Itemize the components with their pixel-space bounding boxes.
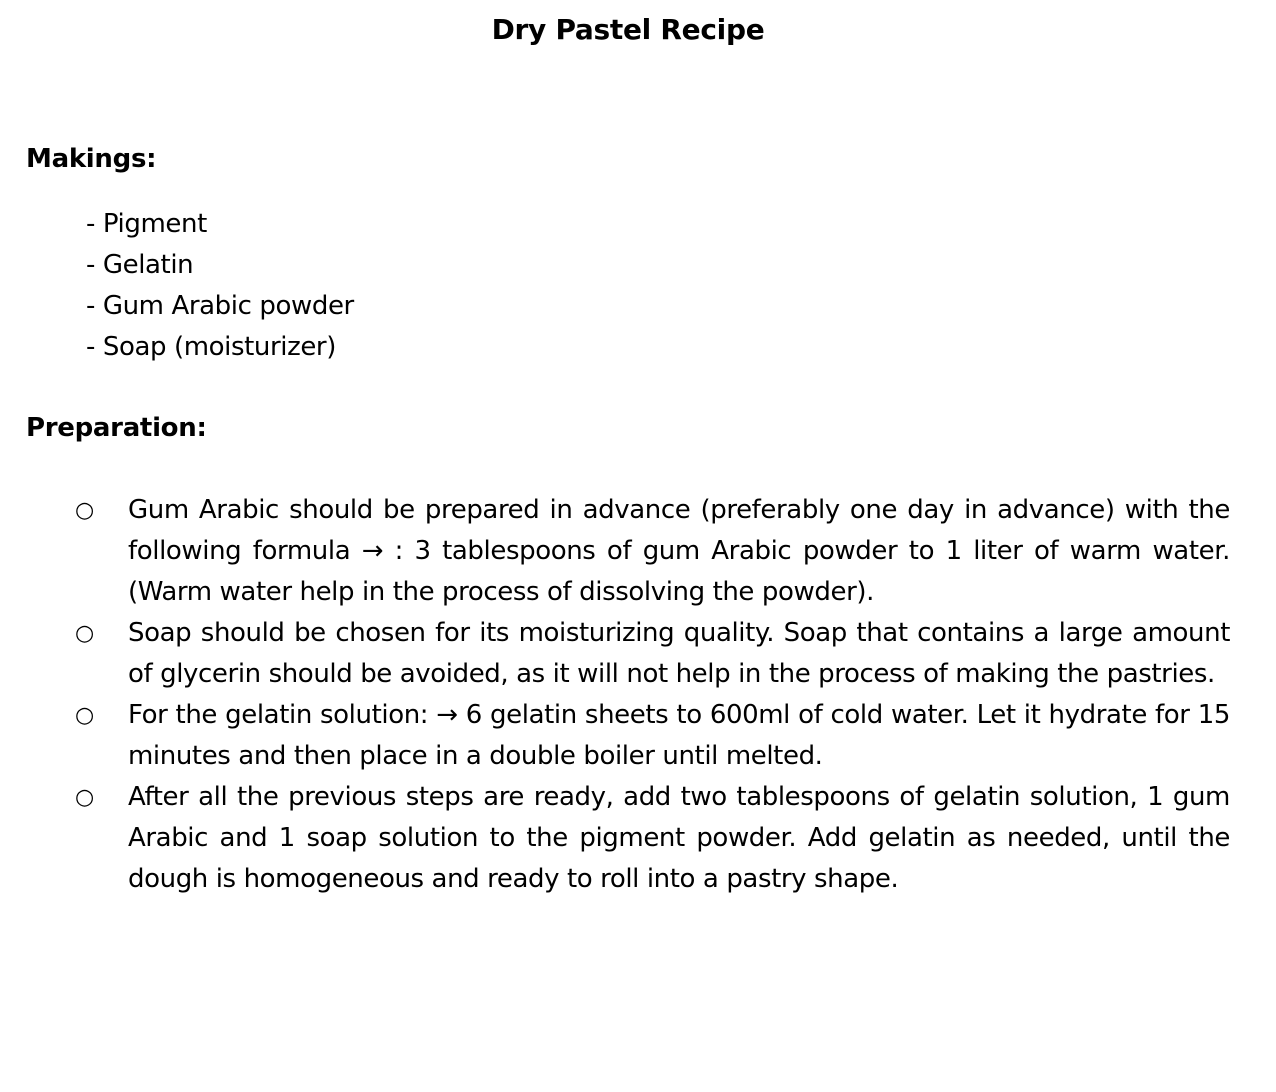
circle-bullet-icon: ○ — [75, 785, 94, 810]
preparation-list — [0, 490, 1276, 900]
preparation-step-text: After all the previous steps are ready, add two tablespoons of gelatin solution, 1 gum Arabic and 1 soap solution to the pigment powder. Add gelatin as needed, until the dough is homogeneous and ready to roll into a pastry shape. — [128, 782, 1230, 894]
preparation-step-combine — [0, 777, 1230, 900]
makings-list — [86, 204, 354, 368]
makings-item-soap: - Soap (moisturizer) — [86, 332, 336, 362]
preparation-step-text: Soap should be chosen for its moisturizing quality. Soap that contains a large amount of glycerin should be avoided, as it will not help in the process of making the pastries. — [128, 618, 1230, 689]
makings-item-gelatin: - Gelatin — [86, 250, 194, 280]
document-title: Dry Pastel Recipe — [491, 13, 765, 46]
preparation-step-gum-arabic — [0, 490, 1230, 613]
preparation-step-text: For the gelatin solution: → 6 gelatin sheets to 600ml of cold water. Let it hydrate for 15 minutes and then place in a double boiler until melted. — [128, 700, 1230, 771]
makings-item-gum-arabic: - Gum Arabic powder — [86, 291, 354, 321]
circle-bullet-icon: ○ — [75, 703, 94, 728]
preparation-step-soap — [0, 613, 1230, 695]
preparation-heading: Preparation: — [26, 413, 207, 443]
preparation-step-text: Gum Arabic should be prepared in advance (preferably one day in advance) with the following formula → : 3 tablespoons of gum Arabic powder to 1 liter of warm water. (Warm water help in the process of dissolving the powder). — [128, 495, 1230, 607]
makings-heading: Makings: — [26, 144, 157, 174]
preparation-step-gelatin — [0, 695, 1230, 777]
circle-bullet-icon: ○ — [75, 621, 94, 646]
circle-bullet-icon: ○ — [75, 498, 94, 523]
makings-item-pigment: - Pigment — [86, 209, 207, 239]
